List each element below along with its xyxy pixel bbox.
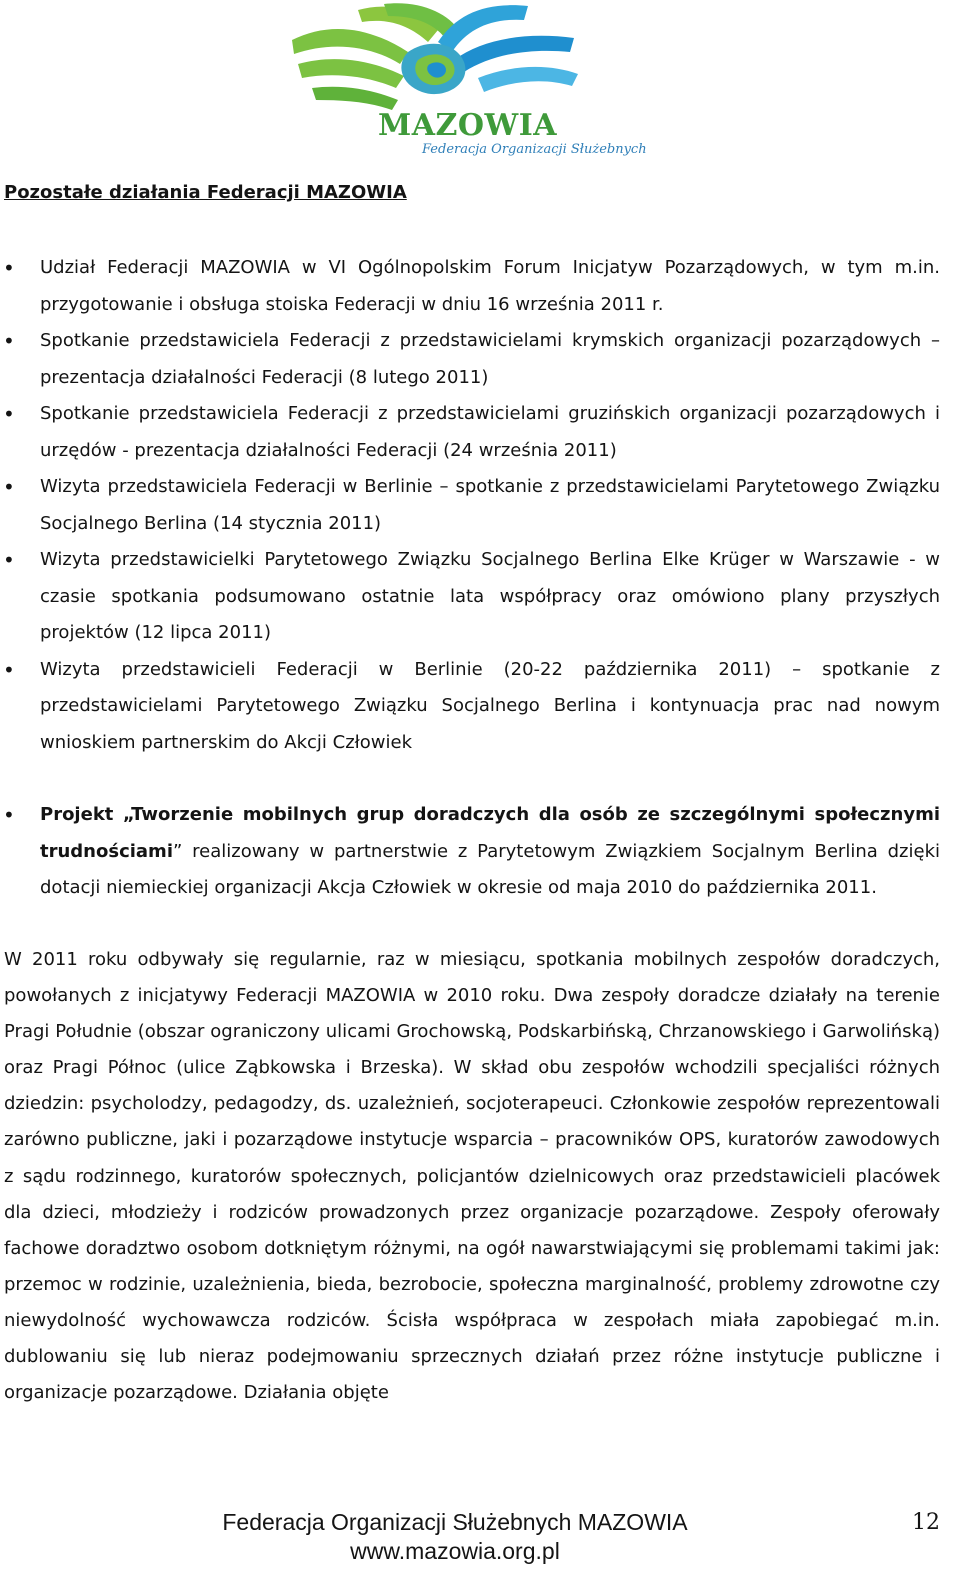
knot-logo-icon <box>288 2 628 112</box>
body-paragraph: W 2011 roku odbywały się regularnie, raz w miesiącu, spotkania mobilnych zespołów doradczych, powołanych z inicjatywy Federacji MAZOWIA w 2010 roku. Dwa zespoły doradcze działały na terenie Pragi Południe (obszar ograniczony ulicami Grochowską, Podskarbińską, Chrzanowskiego i Garwolińską) oraz Pragi Północ (ulice Ząbkowska i Brzeska). W skład obu zespołów wchodzili specjaliści różnych dziedzin: psycholodzy, pedagodzy, ds. uzależnień, socjoterapeuci. Członkowie zespołów reprezentowali zarówno publiczne, jaki i pozarządowe instytucje wsparcia – pracowników OPS, kuratorów zawodowych z sądu rodzinnego, kuratorów społecznych, policjantów dzielnicowych oraz przedstawicieli placówek dla dzieci, młodzieży i rodziców prowadzonych przez organizacje pozarządowe. Zespoły oferowały fachowe doradztwo osobom dotkniętym różnymi, na ogół nawarstwiającymi się problemami takimi jak: przemoc w rodzinie, uzależnienia, bieda, bezrobocie, społeczna marginalność, problemy zdrowotne czy niewydolność wychowawcza rodziców. Ścisła współpraca w zespołach miała zapobiegać m.in. dublowaniu się lub nieraz podejmowaniu sprzecznych działań przez różne instytucje publiczne i organizacje pozarządowe. Działania objęte <box>4 949 940 1404</box>
project-title: Projekt „Tworzenie mobilnych grup doradczych dla osób ze szczególnymi społecznymi trudnościami <box>40 804 940 862</box>
list-item: • Wizyta przedstawicielki Parytetowego Związku Socjalnego Berlina Elke Krüger w Warszawie - w czasie spotkania podsumowano ostatnie lata współpracy oraz omówiono plany przyszłych projektów (12 lipca 2011) <box>0 542 940 652</box>
logo-subtitle: Federacja Organizacji Służebnych <box>422 142 647 157</box>
list-item: • Spotkanie przedstawiciela Federacji z przedstawicielami gruzińskich organizacji pozarządowych i urzędów - prezentacja działalności Federacji (24 września 2011) <box>0 396 940 469</box>
page-number: 12 <box>912 1510 940 1535</box>
footer-website: www.mazowia.org.pl <box>350 1538 560 1564</box>
project-description: ” realizowany w partnerstwie z Parytetowym Związkiem Socjalnym Berlina dzięki dotacji niemieckiej organizacji Akcja Człowiek w okresie od maja 2010 do października 2011. <box>40 840 940 898</box>
footer-org-name: Federacja Organizacji Służebnych MAZOWIA <box>222 1509 688 1535</box>
list-item: • Wizyta przedstawicieli Federacji w Berlinie (20-22 października 2011) – spotkanie z przedstawicielami Parytetowego Związku Socjalnego Berlina i kontynuacja prac nad nowym wnioskiem partnerskim do Akcji Człowiek <box>0 652 940 762</box>
list-item: • Udział Federacji MAZOWIA w VI Ogólnopolskim Forum Inicjatyw Pozarządowych, w tym m.in. przygotowanie i obsługa stoiska Federacji w dniu 16 września 2011 r. <box>0 250 940 323</box>
activities-list <box>0 250 940 907</box>
mazowia-logo <box>288 2 647 160</box>
project-list-item <box>0 797 940 907</box>
page-footer <box>0 1508 910 1566</box>
logo-wordmark: MAZOWIA <box>378 108 558 143</box>
list-item: • Wizyta przedstawiciela Federacji w Berlinie – spotkanie z przedstawicielami Parytetowego Związku Socjalnego Berlina (14 stycznia 2011) <box>0 469 940 542</box>
list-item: • Spotkanie przedstawiciela Federacji z przedstawicielami krymskich organizacji pozarządowych – prezentacja działalności Federacji (8 lutego 2011) <box>0 323 940 396</box>
section-title: Pozostałe działania Federacji MAZOWIA <box>4 182 407 203</box>
